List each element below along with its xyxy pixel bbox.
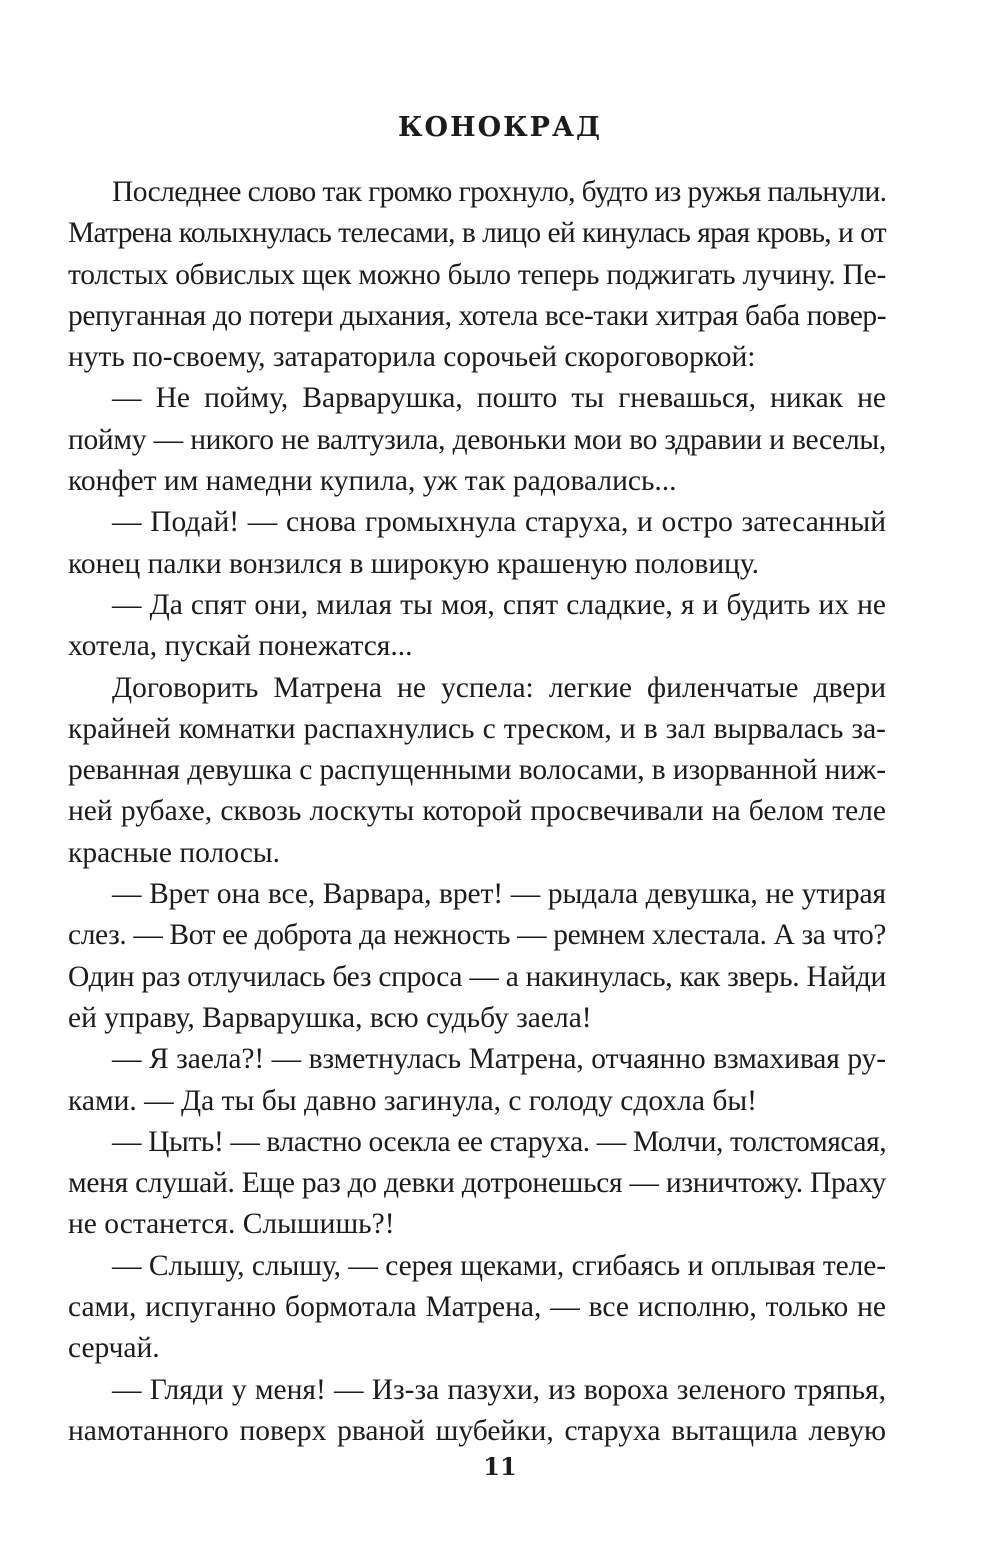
text-line: красные полосы. (68, 836, 280, 869)
text-line: конец палки вонзился в широкую крашеную половицу. (68, 547, 760, 580)
text-line: ей управу, Варварушка, всю судьбу заела! (68, 1001, 592, 1034)
page-number: 11 (483, 1452, 517, 1481)
text-line: крайней комнатки распахнулись с треском, и в зал вырвалась за- (68, 712, 886, 745)
text-line: хотела, пускай понежатся... (68, 630, 413, 663)
text-line: серчай. (68, 1332, 160, 1365)
text-line: конфет им намедни купила, уж так радовались... (68, 465, 677, 498)
text-line: Договорить Матрена не успела: легкие филенчатые двери (112, 671, 886, 704)
text-line: — Гляди у меня! — Из-за пазухи, из вороха зеленого тряпья, (112, 1373, 886, 1406)
running-head: КОНОКРАД (398, 112, 602, 143)
text-line: намотанного поверх рваной шубейки, старуха вытащила левую (68, 1414, 886, 1447)
text-line: толстых обвислых щек можно было теперь поджигать лучину. Пе- (68, 258, 886, 291)
text-line: репуганная до потери дыхания, хотела все-таки хитрая баба повер- (68, 299, 887, 332)
text-line: пойму — никого не валтузила, девоньки мои во здравии и веселы, (68, 423, 886, 456)
text-line: — Да спят они, милая ты моя, спят сладкие, я и будить их не (112, 588, 886, 621)
text-line: — Слышу, слышу, — серея щеками, сгибаясь и оплывая теле- (112, 1249, 886, 1282)
text-line: ней рубахе, сквозь лоскуты которой просвечивали на белом теле (68, 795, 886, 828)
text-line: слез. — Вот ее доброта да нежность — ремнем хлестала. А за что? (68, 919, 886, 952)
text-line: сами, испуганно бормотала Матрена, — все исполню, только не (68, 1291, 886, 1324)
body-text (68, 172, 886, 1452)
text-line: меня слушай. Еще раз до девки дотронешься — изничтожу. Праху (68, 1167, 886, 1200)
text-line: — Цыть! — властно осекла ее старуха. — Молчи, толстомясая, (112, 1125, 887, 1158)
text-line: не останется. Слышишь?! (68, 1208, 395, 1241)
text-line: — Врет она все, Варвара, врет! — рыдала девушка, не утирая (112, 878, 886, 911)
text-line: Матрена колыхнулась телесами, в лицо ей кинулась ярая кровь, и от (68, 217, 886, 250)
text-line: Один раз отлучилась без спроса — а накинулась, как зверь. Найди (68, 960, 886, 993)
text-line: нуть по-своему, затараторила сорочьей скороговоркой: (68, 341, 756, 374)
text-line: — Я заела?! — взметнулась Матрена, отчаянно взмахивая ру- (112, 1043, 886, 1076)
text-line: ками. — Да ты бы давно загинула, с голоду сдохла бы! (68, 1084, 757, 1117)
text-line: реванная девушка с распущенными волосами, в изорванной ниж- (68, 754, 887, 787)
text-line: Последнее слово так громко грохнуло, будто из ружья пальнули. (112, 176, 887, 208)
text-line: — Не пойму, Варварушка, пошто ты гневашься, никак не (112, 382, 886, 415)
text-line: — Подай! — снова громыхнула старуха, и остро затесанный (112, 506, 886, 539)
